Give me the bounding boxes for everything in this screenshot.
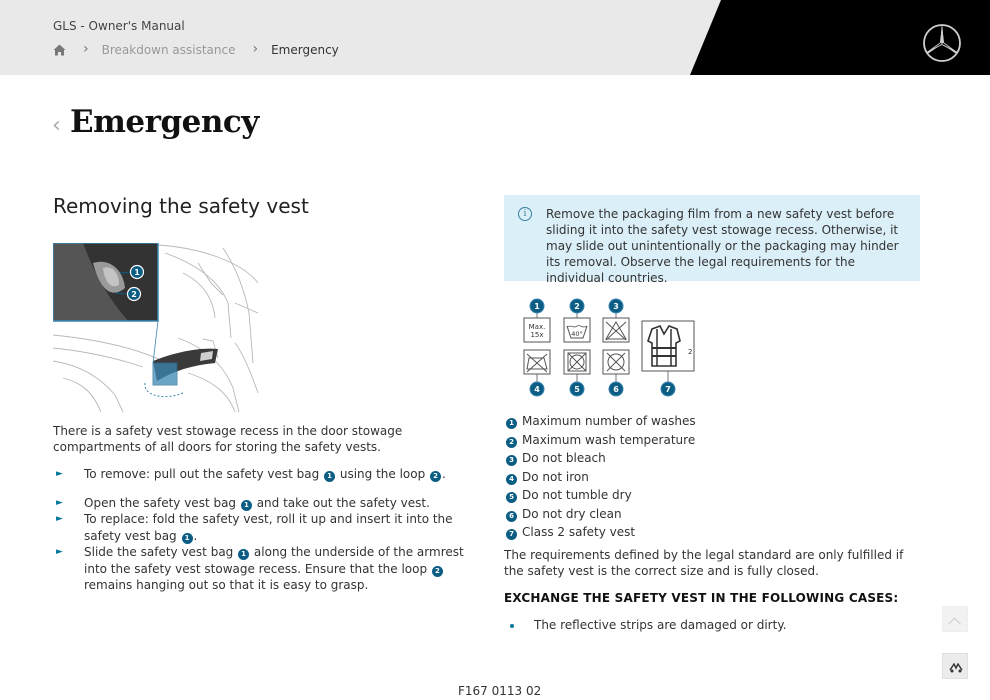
step-text: along the underside of the armrest into the safety vest stowage recess. Ensure that the loop — [84, 545, 464, 576]
legend-text: Do not dry clean — [522, 506, 622, 521]
exchange-heading: EXCHANGE THE SAFETY VEST IN THE FOLLOWING CASES: — [504, 591, 899, 605]
label-callout-4: 4 — [534, 385, 540, 394]
info-note — [504, 195, 920, 285]
step-text: using the loop — [336, 467, 430, 481]
callout-7-icon: 7 — [506, 529, 517, 540]
care-label-symbols — [504, 296, 704, 401]
legend-item — [504, 505, 696, 524]
info-text: Remove the packaging film from a new safety vest before sliding it into the safety vest stowage recess. Otherwise, it may slide out unintentionally or the packaging may hinder its removal. Observe the legal requirements for the individual countries. — [546, 207, 899, 285]
step-replace — [53, 511, 473, 544]
label-callout-2: 2 — [574, 302, 580, 311]
callout-2-icon: 2 — [506, 437, 517, 448]
legend-text: Class 2 safety vest — [522, 525, 636, 539]
label-callout-1: 1 — [534, 302, 540, 311]
label-callout-7: 7 — [665, 385, 671, 394]
breadcrumb — [53, 42, 339, 58]
door-stowage-illustration — [53, 243, 260, 412]
callout-1-icon: 1 — [506, 418, 517, 429]
callout-6-icon: 6 — [506, 511, 517, 522]
step-text: To remove: pull out the safety vest bag — [84, 467, 324, 481]
callout-1-icon: 1 — [238, 549, 249, 560]
callout-5-icon: 5 — [506, 492, 517, 503]
chevron-right-icon: › — [83, 41, 89, 57]
step-remove — [53, 466, 473, 483]
callout-1-icon: 1 — [241, 500, 252, 511]
legend-item — [504, 468, 696, 487]
legend-text: Do not iron — [522, 469, 589, 484]
figure-callout-2: 2 — [131, 290, 137, 299]
callout-1-icon: 1 — [182, 533, 193, 544]
legend-item — [504, 486, 696, 505]
legend-text: Maximum number of washes — [522, 414, 696, 428]
header-bar — [0, 0, 990, 75]
callout-1-icon: 1 — [324, 471, 335, 482]
callout-2-icon: 2 — [432, 566, 443, 577]
manual-title: GLS - Owner's Manual — [53, 19, 185, 33]
legend-item — [504, 523, 696, 542]
step-open — [53, 495, 473, 512]
vest-class-label: 2 — [688, 348, 693, 356]
exchange-item: The reflective strips are damaged or dirty. — [504, 618, 787, 632]
info-icon: i — [518, 207, 532, 221]
back-chevron-icon[interactable]: ‹ — [52, 113, 61, 138]
callout-4-icon: 4 — [506, 474, 517, 485]
max-washes-label: Max. — [528, 323, 546, 331]
max-washes-count: 15x — [530, 331, 544, 339]
figure-callout-1: 1 — [134, 268, 140, 277]
exchange-list — [504, 618, 787, 632]
step-text: . — [442, 467, 446, 481]
step-text: and take out the safety vest. — [252, 495, 430, 510]
mercedes-star-logo[interactable] — [922, 23, 962, 63]
step-slide — [53, 544, 473, 594]
requirements-paragraph: The requirements defined by the legal standard are only fulfilled if the safety vest is the correct size and is fully closed. — [504, 548, 904, 578]
section-title: Removing the safety vest — [53, 194, 309, 218]
legend-text: Maximum wash temperature — [522, 432, 696, 447]
step-text: Slide the safety vest bag — [84, 545, 238, 559]
tool-icon — [943, 654, 969, 680]
breadcrumb-link-breakdown[interactable]: Breakdown assistance — [101, 43, 236, 57]
step-text: To replace: fold the safety vest, roll it up and insert it into the safety vest bag — [84, 512, 453, 543]
label-callout-5: 5 — [574, 385, 580, 394]
callout-3-icon: 3 — [506, 455, 517, 466]
callout-2-icon: 2 — [430, 471, 441, 482]
wash-temp-label: 40° — [571, 330, 583, 338]
legend-text: Do not bleach — [522, 451, 606, 465]
step-text: Open the safety vest bag — [84, 495, 240, 510]
legend-text: Do not tumble dry — [522, 488, 632, 502]
legend-item — [504, 431, 696, 450]
figure-code-text: F167 0113 02 — [458, 684, 542, 698]
scroll-to-top-button[interactable] — [942, 606, 968, 632]
breadcrumb-current: Emergency — [271, 43, 339, 57]
intro-paragraph: There is a safety vest stowage recess in the door stowage compartments of all doors for storing the safety vests. — [53, 424, 403, 454]
tool-button[interactable] — [942, 653, 968, 679]
label-callout-3: 3 — [613, 302, 619, 311]
step-text: . — [193, 528, 198, 543]
legend-item — [504, 412, 696, 431]
instruction-steps — [53, 466, 473, 594]
label-callout-6: 6 — [613, 385, 619, 394]
home-icon[interactable] — [53, 44, 66, 56]
page-title: Emergency — [70, 104, 259, 140]
chevron-right-icon: › — [252, 41, 259, 57]
step-text: remains hanging out so that it is easy to grasp. — [84, 578, 369, 592]
legend-item — [504, 449, 696, 468]
care-legend — [504, 412, 696, 542]
